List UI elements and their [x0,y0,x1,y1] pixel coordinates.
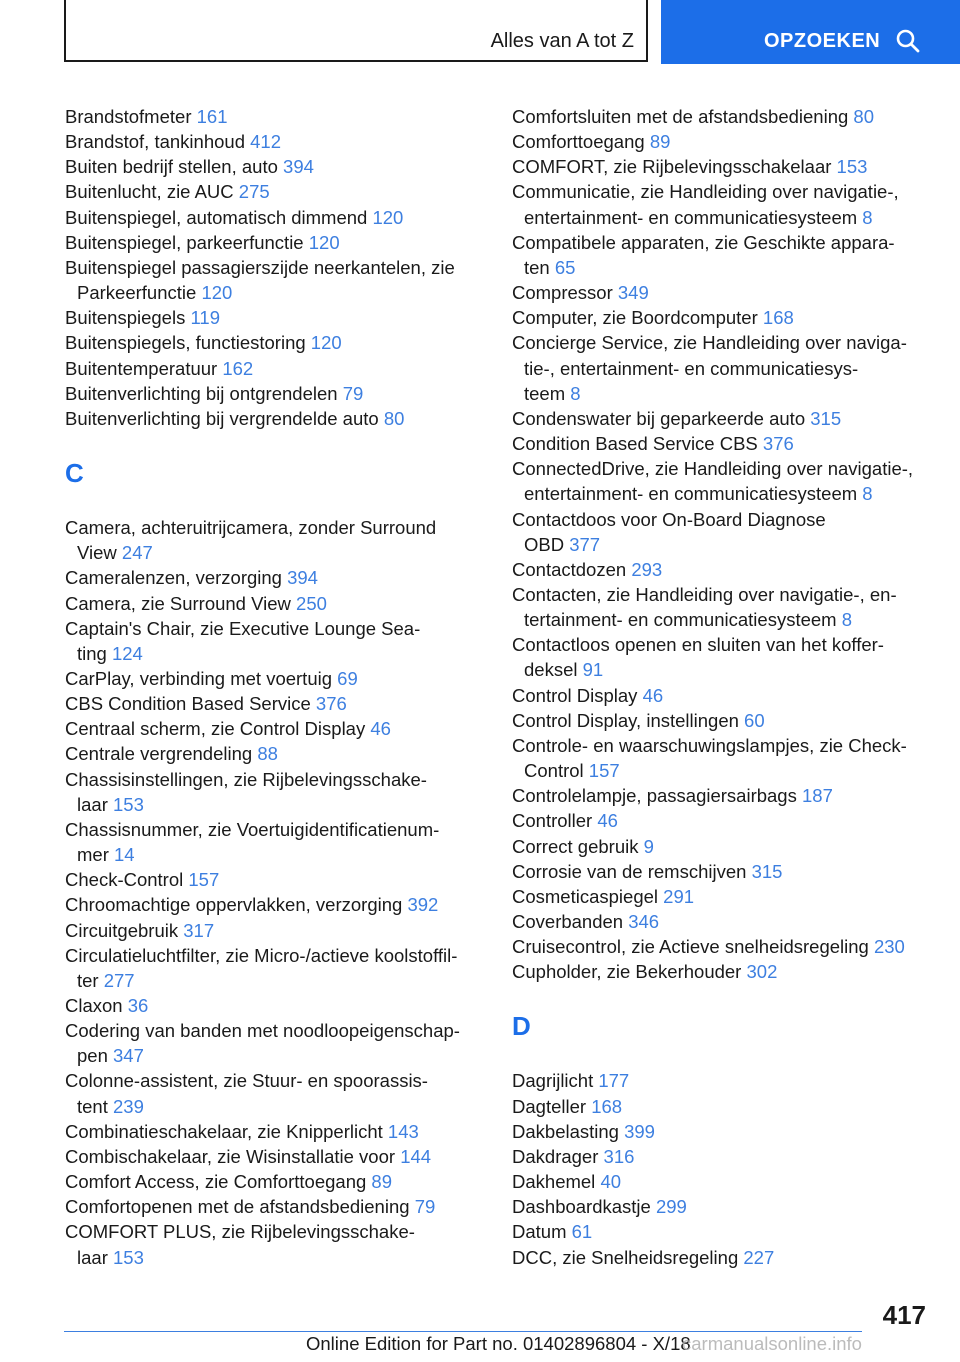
index-entry-text: Check-Control [65,869,184,891]
index-entry [65,1119,485,1144]
index-entry [65,867,485,892]
page-reference-link[interactable]: 177 [598,1070,630,1092]
index-entry-text: DCC, zie Snelheidsregeling [512,1246,739,1268]
page-reference-link[interactable]: 79 [342,382,364,404]
index-entry-text: Compatibele apparaten, zie Geschikte appara‐ [512,231,895,253]
index-entry [65,817,485,867]
index-entry-text: Comfort Access, zie Comforttoegang [65,1171,367,1193]
index-entry [65,305,485,330]
index-entry-text: Buitenspiegel, parkeerfunctie [65,231,304,253]
index-entry-text: Buitenspiegels, functiestoring [65,332,306,354]
page-reference-link[interactable]: 60 [744,709,765,731]
index-entry [512,406,932,431]
page-reference-link[interactable]: 153 [836,156,868,178]
page-reference-link[interactable]: 412 [250,131,282,153]
index-entry [512,834,932,859]
page-reference-link[interactable]: 120 [310,332,342,354]
tab-search-label: OPZOEKEN [764,30,881,52]
index-entry-text: Buiten bedrijf stellen, auto [65,156,278,178]
page-reference-link[interactable]: 124 [111,642,143,664]
index-entry [65,406,485,431]
index-entry [512,330,932,405]
section-letter: C [65,458,84,489]
index-entry [512,1219,932,1244]
index-entry-text: Cupholder, zie Bekerhouder [512,961,742,983]
index-entry-text: Chassisinstellingen, zie Rijbelevingsschake‐ [65,768,427,790]
index-entry [512,305,932,330]
index-entry [65,741,485,766]
index-entry-text: Codering van banden met noodloopeigenschap‐ [65,1020,460,1042]
page-reference-link[interactable]: 89 [371,1171,392,1193]
index-entry-text: laar [77,1246,108,1268]
index-entry-text: laar [77,793,108,815]
page-reference-link[interactable]: 376 [762,433,794,455]
index-entry-text: Combinatieschakelaar, zie Knipperlicht [65,1120,383,1142]
page-reference-link[interactable]: 120 [308,231,340,253]
index-entry-text: Cameralenzen, verzorging [65,567,282,589]
index-entry [512,808,932,833]
page-reference-link[interactable]: 40 [600,1171,622,1193]
page-reference-link[interactable]: 153 [113,793,144,815]
index-entry-text: Circulatieluchtfilter, zie Micro-/actieve koolstoffil‐ [65,944,458,966]
index-entry-text: Contactdozen [512,558,627,580]
page-reference-link[interactable]: 315 [810,407,842,429]
index-entry [512,557,932,582]
index-entry [65,892,485,917]
index-column-right [512,104,932,1270]
page-reference-link[interactable]: 349 [617,282,649,304]
index-entry [65,129,485,154]
index-entry-text: Controller [512,810,593,832]
page-reference-link[interactable]: 46 [642,684,664,706]
tab-index-a-to-z[interactable] [64,0,648,62]
index-entry-text: Centraal scherm, zie Control Display [65,718,366,740]
page-reference-link[interactable]: 79 [414,1196,436,1218]
index-entry-text: tertainment- en communicatiesysteem [524,609,837,631]
index-entry [65,767,485,817]
page-reference-link[interactable]: 144 [400,1145,432,1167]
index-entry [512,683,932,708]
index-column-left [65,104,485,1270]
index-entry-text: COMFORT PLUS, zie Rijbelevingsschake‐ [65,1221,415,1243]
index-entry-text: Circuitgebruik [65,919,179,941]
footer-divider [64,1331,862,1332]
index-entry [65,666,485,691]
page-reference-link[interactable]: 80 [853,106,874,127]
index-entry-text: Brandstof, tankinhoud [65,131,245,153]
page-reference-link[interactable]: 227 [743,1246,775,1268]
footer-edition: Online Edition for Part no. 01402896804 - X/18 [306,1333,691,1354]
page-reference-link[interactable]: 162 [222,357,254,379]
index-entry [65,918,485,943]
index-entry [512,431,932,456]
page-reference-link[interactable]: 315 [751,860,783,882]
index-entry-text: Condition Based Service CBS [512,433,758,455]
top-navigation [0,0,960,66]
index-entry-text: Contactloos openen en sluiten van het koffer‐ [512,634,884,656]
page-reference-link[interactable]: 399 [624,1120,655,1142]
page-reference-link[interactable]: 153 [113,1246,144,1268]
index-entry-text: Dakhemel [512,1171,596,1193]
index-entry [512,582,932,632]
index-entry [512,1094,932,1119]
page-reference-link[interactable]: 157 [588,760,620,782]
index-entry [65,716,485,741]
index-entry-text: Concierge Service, zie Handleiding over naviga‐ [512,332,907,354]
index-entry-text: Control Display [512,684,638,706]
index-entry-text: tie-, entertainment- en communicatiesys‐ [524,357,859,379]
index-entry-text: mer [77,844,109,866]
page-reference-link[interactable]: 346 [628,911,660,932]
index-entry-text: Buitentemperatuur [65,357,218,379]
index-entry-text: ten [524,256,550,278]
index-entry-text: Camera, achteruitrijcamera, zonder Surround [65,517,437,539]
page-reference-link[interactable]: 61 [571,1221,593,1243]
index-entry [512,507,932,557]
index-entry [512,1144,932,1169]
index-entry [65,616,485,666]
page-reference-link[interactable]: 291 [663,885,695,907]
index-entry-text: Computer, zie Boordcomputer [512,307,758,329]
index-entry [512,1119,932,1144]
index-entry-text: Claxon [65,995,123,1016]
page-number: 417 [882,1300,926,1330]
page-reference-link[interactable]: 394 [283,156,314,178]
index-entry-text: ter [77,969,99,991]
index-entry-text: Camera, zie Surround View [65,592,291,614]
index-entry-text: Condenswater bij geparkeerde auto [512,407,806,429]
index-entry [65,154,485,179]
page-reference-link[interactable]: 250 [296,592,327,614]
index-entry [512,456,932,506]
footer-watermark: carmanualsonline.info [682,1333,862,1354]
index-entry [65,104,485,129]
page-reference-link[interactable]: 119 [190,307,220,329]
index-entry-text: Controlelampje, passagiersairbags [512,785,797,807]
index-entry-text: Brandstofmeter [65,106,192,127]
page-reference-link[interactable]: 157 [188,869,220,891]
index-entry-text: Buitenlucht, zie AUC [65,181,234,203]
index-entry-text: Contacten, zie Handleiding over navigatie-, en‐ [512,583,897,605]
index-entry-text: COMFORT, zie Rijbelevingsschakelaar [512,156,832,178]
index-entry-text: entertainment- en communicatiesysteem [524,483,858,505]
page-reference-link[interactable]: 36 [127,995,149,1016]
page-reference-link[interactable]: 120 [372,206,404,228]
index-entry [65,1219,485,1269]
index-entry-text: Buitenspiegel, automatisch dimmend [65,206,368,228]
index-entry [512,280,932,305]
index-entry [65,1194,485,1219]
page-reference-link[interactable]: 69 [337,667,358,689]
index-entry-text: Centrale vergrendeling [65,743,253,765]
index-entry-text: Comfortopenen met de afstandsbediening [65,1196,410,1218]
page-reference-link[interactable]: 161 [196,106,228,127]
index-entry [65,1018,485,1068]
page-reference-link[interactable]: 316 [603,1145,635,1167]
index-entry-text: View [77,542,117,564]
page-reference-link[interactable]: 275 [238,181,270,203]
page-reference-link[interactable]: 317 [183,919,215,941]
page-reference-link[interactable]: 8 [570,382,581,404]
index-entry-text: deksel [524,659,578,681]
index-entry [512,1245,932,1270]
index-entry-text: Dashboardkastje [512,1196,651,1218]
index-entry-text: Control Display, instellingen [512,709,739,731]
index-entry-text: Buitenverlichting bij ontgrendelen [65,382,338,404]
tab-search[interactable] [661,0,960,64]
index-entry-text: Cruisecontrol, zie Actieve snelheidsregeling [512,936,869,958]
index-entry [65,1144,485,1169]
index-entry [65,179,485,204]
index-entry-text: Dakdrager [512,1145,599,1167]
index-entry-text: Controle- en waarschuwingslampjes, zie Check- [512,734,907,756]
index-entry [512,1068,932,1093]
index-entry-text: OBD [524,533,565,555]
index-entry-text: Coverbanden [512,911,624,932]
index-entry [512,733,932,783]
index-entry [512,909,932,934]
index-entry-text: CarPlay, verbinding met voertuig [65,667,333,689]
index-entry-text: Dagteller [512,1095,587,1117]
index-entry-text: Parkeerfunctie [77,282,197,304]
index-entry-text: Buitenspiegels [65,307,186,329]
index-entry [512,959,932,984]
index-entry-text: CBS Condition Based Service [65,693,311,715]
index-entry-text: Dagrijlicht [512,1070,594,1092]
tab-index-label: Alles van A tot Z [490,30,634,52]
page-reference-link[interactable]: 299 [655,1196,687,1218]
page-reference-link[interactable]: 168 [762,307,794,329]
index-entry [512,1194,932,1219]
page-reference-link[interactable]: 277 [103,969,135,991]
index-entry [512,884,932,909]
index-entry [512,859,932,884]
page-reference-link[interactable]: 8 [841,609,853,631]
page-reference-link[interactable]: 168 [591,1095,623,1117]
page-reference-link[interactable]: 46 [597,810,618,832]
page-reference-link[interactable]: 8 [862,206,873,228]
index-entry-text: ConnectedDrive, zie Handleiding over navigatie-, [512,458,914,480]
page-reference-link[interactable]: 376 [315,693,347,715]
index-entry-text: Comfortsluiten met de afstandsbediening [512,106,849,127]
index-entry [512,1169,932,1194]
index-entry [512,783,932,808]
index-entry [65,943,485,993]
page-reference-link[interactable]: 8 [862,483,873,505]
index-entry [512,179,932,229]
index-entry-text: Datum [512,1221,567,1243]
index-entry [512,230,932,280]
page-reference-link[interactable]: 89 [649,131,671,153]
page-reference-link[interactable]: 91 [582,659,604,681]
page-reference-link[interactable]: 302 [746,961,778,983]
index-entry [65,993,485,1018]
index-entry [512,154,932,179]
index-entry [512,104,932,129]
index-entry-text: Correct gebruik [512,835,639,857]
index-entry [65,691,485,716]
page-reference-link[interactable]: 14 [114,844,135,866]
page-reference-link[interactable]: 392 [407,894,439,916]
index-entry-text: Contactdoos voor On-Board Diagnose [512,508,826,530]
page-reference-link[interactable]: 88 [257,743,278,765]
page-reference-link[interactable]: 143 [387,1120,419,1142]
index-entry-text: Colonne-assistent, zie Stuur- en spoorassis‐ [65,1070,428,1092]
search-icon [895,28,921,54]
index-entry-text: Chassisnummer, zie Voertuigidentificatienum‐ [65,818,440,840]
page-reference-link[interactable]: 293 [631,558,663,580]
index-entry [512,934,932,959]
index-entry-text: Corrosie van de remschijven [512,860,747,882]
index-entry [65,591,485,616]
index-entry-text: pen [77,1045,108,1067]
page-reference-link[interactable]: 9 [643,835,654,857]
page-reference-link[interactable]: 239 [113,1095,144,1117]
index-entry [512,708,932,733]
index-entry-text: Dakbelasting [512,1120,619,1142]
index-entry [512,129,932,154]
index-entry [65,330,485,355]
index-entry-text: teem [524,382,566,404]
index-entry [65,565,485,590]
page-reference-link[interactable]: 377 [569,533,601,555]
index-entry [65,1169,485,1194]
index-entry-text: tent [77,1095,108,1117]
index-entry-text: Buitenverlichting bij vergrendelde auto [65,407,379,429]
index-entry [65,230,485,255]
page-reference-link[interactable]: 394 [287,567,318,589]
index-entry [65,381,485,406]
index-entry-text: Buitenspiegel passagierszijde neerkantelen, zie [65,256,455,278]
index-entry [65,1068,485,1118]
page-reference-link[interactable]: 247 [121,542,153,564]
index-entry-text: Compressor [512,282,613,304]
index-entry-text: Captain's Chair, zie Executive Lounge Sea‐ [65,617,421,639]
index-entry [65,515,485,565]
page-reference-link[interactable]: 187 [802,785,833,807]
index-entry [65,356,485,381]
index-entry-text: Chroomachtige oppervlakken, verzorging [65,894,403,916]
index-entry-text: Control [524,760,584,782]
index-entry-text: Communicatie, zie Handleiding over navigatie-, [512,181,899,203]
section-letter: D [512,1011,531,1042]
page-reference-link[interactable]: 46 [370,718,391,740]
page-reference-link[interactable]: 80 [383,407,405,429]
index-entry [65,205,485,230]
page-reference-link[interactable]: 65 [554,256,576,278]
index-entry-text: ting [77,642,107,664]
index-entry-text: Comforttoegang [512,131,645,153]
index-entry-text: entertainment- en communicatiesysteem [524,206,858,228]
page-reference-link[interactable]: 120 [201,282,233,304]
index-entry [65,255,485,305]
index-entry [512,632,932,682]
page-reference-link[interactable]: 230 [873,936,905,958]
page-reference-link[interactable]: 347 [113,1045,144,1067]
index-entry-text: Combischakelaar, zie Wisinstallatie voor [65,1145,396,1167]
index-entry-text: Cosmeticaspiegel [512,885,659,907]
